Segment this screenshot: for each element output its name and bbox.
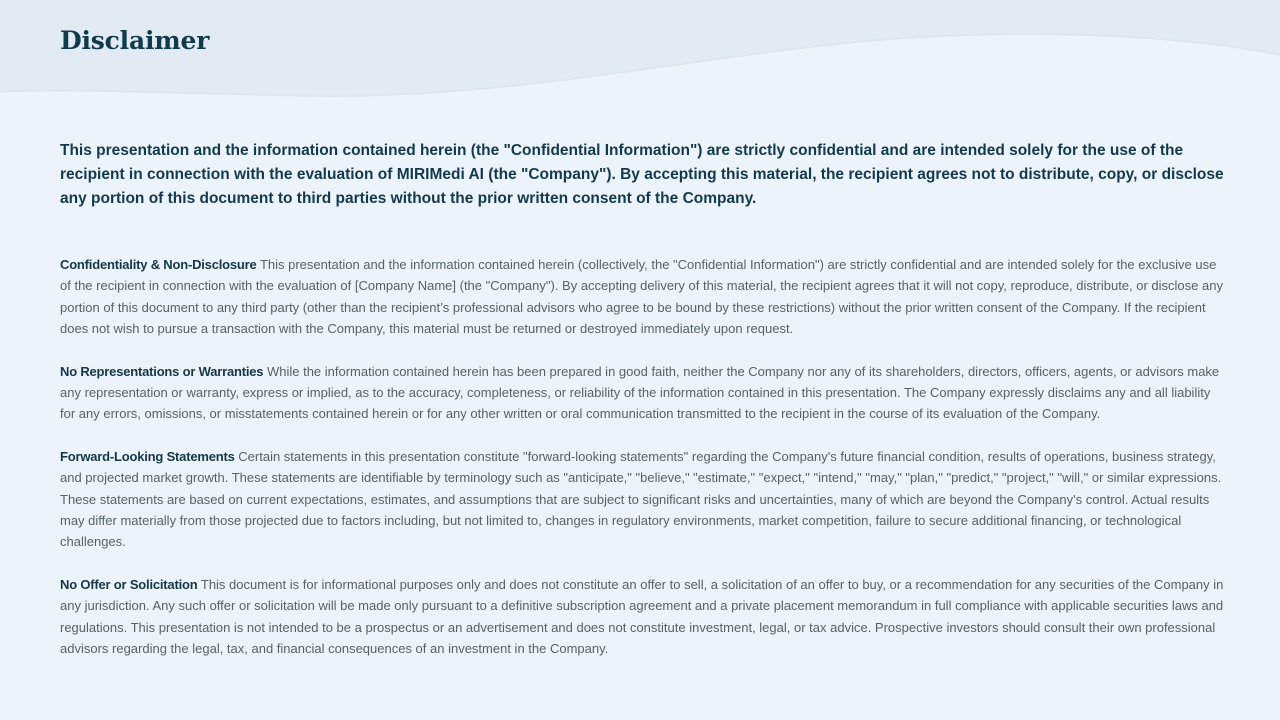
section-body: This document is for informational purposes only and does not constitute an offer to sell, a solicitation of an offer to buy, or a recommendation for any securities of the Company in any jurisdiction. Any such offer or solicitation will be made only pursuant to a definitive subscription agreement and a private placement memorandum in full compliance with applicable securities laws and regulations. This presentation is not intended to be a prospectus or an advertisement and does not constitute investment, legal, or tax advice. Prospective investors should consult their own professional advisors regarding the legal, tax, and financial consequences of an investment in the Company.	[60, 576, 1224, 657]
section-heading: Confidentiality & Non-Disclosure	[60, 257, 257, 272]
section-body: This presentation and the information contained herein (collectively, the "Confidential Information") are strictly confidential and are intended solely for the exclusive use of the recipient in connection with the evaluation of [Company Name] (the "Company"). By accepting delivery of this material, the recipient agrees that it will not copy, reproduce, distribute, or disclose any portion of this document to any third party (other than the recipient’s professional advisors who agree to be bound by these restrictions) without the prior written consent of the Company. If the recipient does not wish to pursue a transaction with the Company, this material must be returned or destroyed immediately upon request.	[60, 257, 1223, 337]
background-wave	[0, 0, 1280, 140]
section-body: Certain statements in this presentation constitute "forward-looking statements" regarding the Company's future financial condition, results of operations, business strategy, and projected market growth. These statements are identifiable by terminology such as "anticipate," "believe," "estimate," "expect," "intend," "may," "plan," "predict," "project," "will," or similar expressions. These statements are based on current expectations, estimates, and assumptions that are subject to significant risks and uncertainties, many of which are beyond the Company's control. Actual results may differ materially from those projected due to factors including, but not limited to, changes in regulatory environments, market competition, failure to secure additional financing, or technological challenges.	[60, 448, 1222, 550]
disclaimer-sections	[60, 254, 1224, 681]
section-no-offer	[60, 574, 1224, 660]
page-title: Disclaimer	[60, 26, 210, 55]
section-heading: Forward-Looking Statements	[60, 448, 235, 464]
section-forward-looking	[60, 446, 1224, 553]
intro-paragraph: This presentation and the information contained herein (the "Confidential Information") are strictly confidential and are intended solely for the use of the recipient in connection with the evaluation of MIRIMedi AI (the "Company"). By accepting this material, the recipient agrees not to distribute, copy, or disclose any portion of this document to third parties without the prior written consent of the Company.	[60, 142, 1224, 207]
section-confidentiality	[60, 254, 1224, 340]
section-heading: No Representations or Warranties	[60, 363, 264, 379]
section-body: While the information contained herein has been prepared in good faith, neither the Company nor any of its shareholders, directors, officers, agents, or advisors make any representation or warranty, express or implied, as to the accuracy, completeness, or reliability of the information contained in this presentation. The Company expressly disclaims any and all liability for any errors, omissions, or misstatements contained herein or for any other written or oral communication transmitted to the recipient in the course of its evaluation of the Company.	[60, 363, 1220, 422]
section-heading: No Offer or Solicitation	[60, 576, 198, 592]
section-no-representations	[60, 361, 1224, 425]
